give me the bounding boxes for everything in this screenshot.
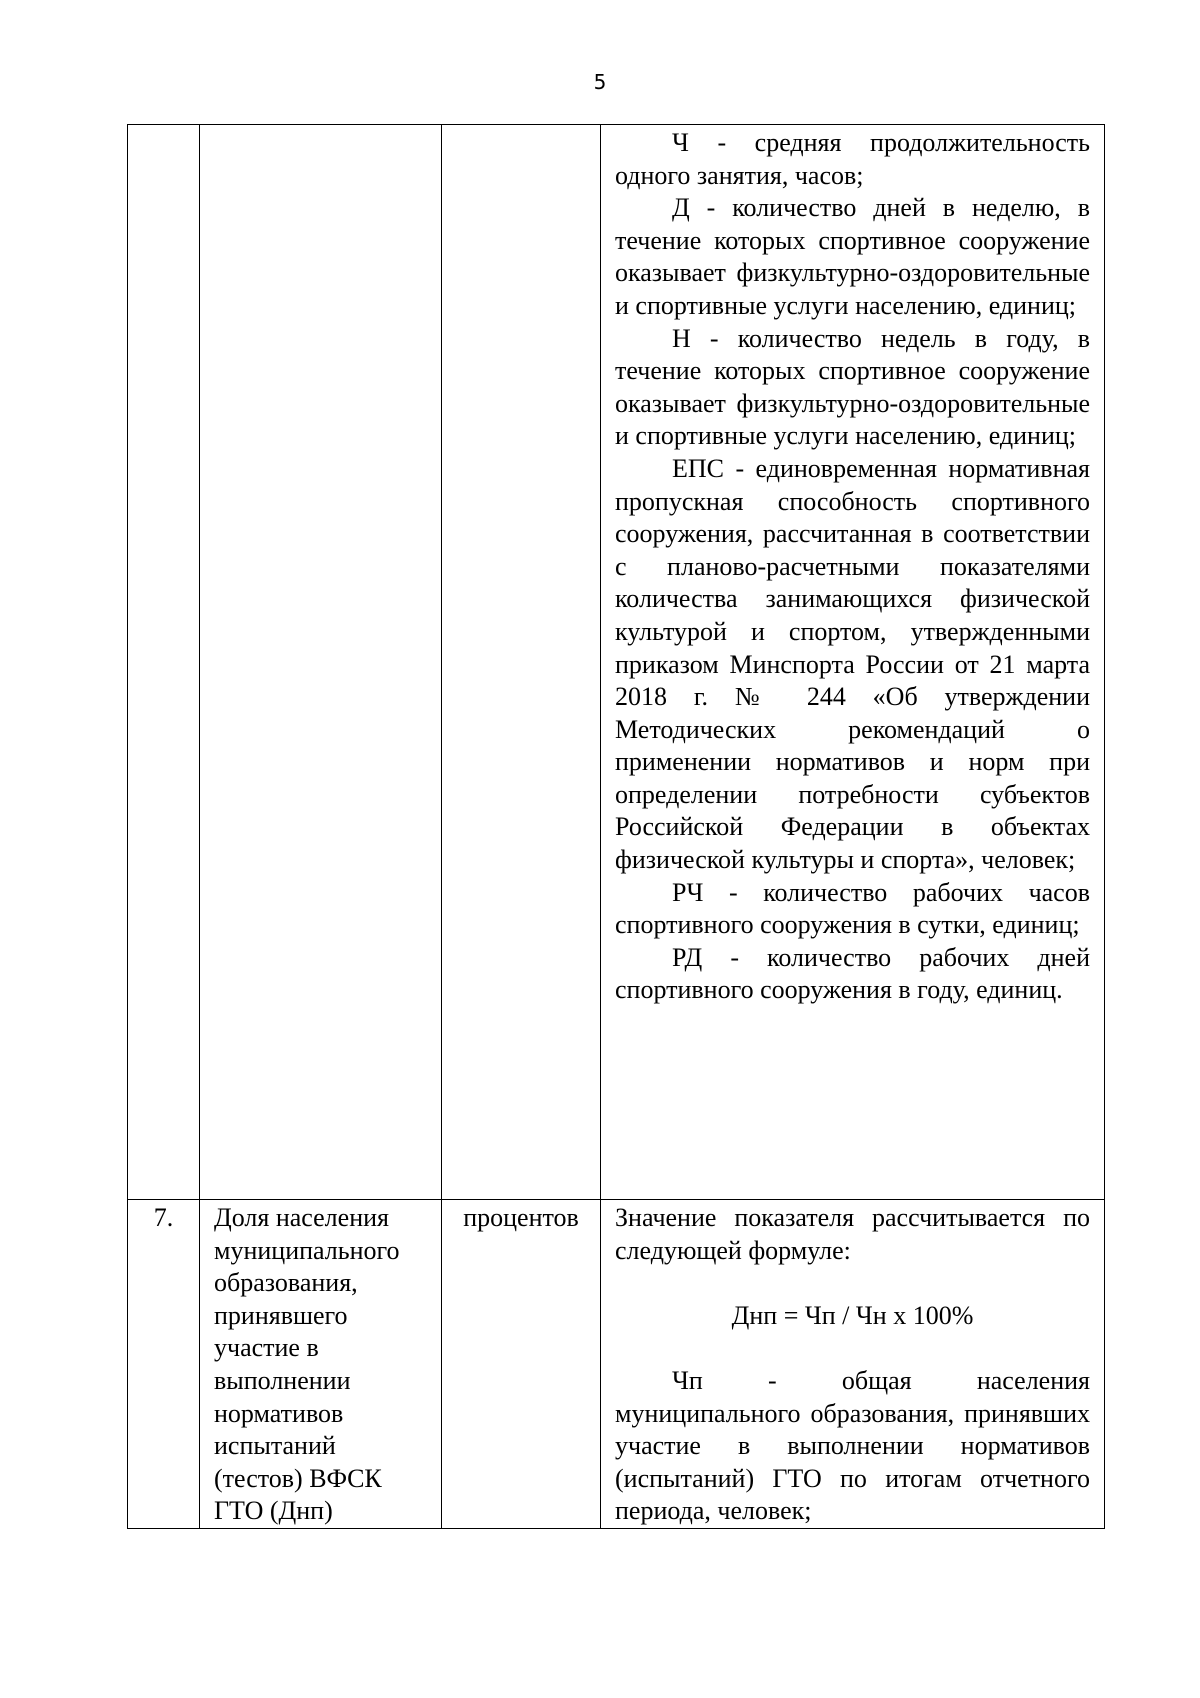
indicator-name-line: образования, xyxy=(214,1268,358,1298)
indicator-name-cell xyxy=(200,1200,442,1529)
definition-n: Н - количество недель в году, в течение которых спортивное сооружение оказывает физкультурно-оздоровительные и спортивные услуги населению, единиц; xyxy=(615,323,1090,451)
definition-rch: РЧ - количество рабочих часов спортивного сооружения в сутки, единиц; xyxy=(615,877,1090,940)
indicator-name-line: Доля населения xyxy=(214,1203,389,1232)
indicator-name-line: муниципального xyxy=(214,1235,400,1265)
indicator-name-line: принявшего xyxy=(214,1300,348,1330)
page-number: 5 xyxy=(593,70,607,94)
indicator-name-line: выполнении xyxy=(214,1365,351,1395)
unit-cell xyxy=(442,125,601,1200)
method-intro: Значение показателя рассчитывается по следующей формуле: xyxy=(615,1203,1090,1265)
indicator-name-line: нормативов xyxy=(214,1398,344,1428)
number-cell xyxy=(128,125,200,1200)
indicator-table xyxy=(127,124,1105,1529)
row-number: 7. xyxy=(128,1200,200,1529)
definition-rd: РД - количество рабочих дней спортивного сооружения в году, единиц. xyxy=(615,942,1090,1005)
table-row xyxy=(128,1200,1105,1529)
indicator-name-line: участие в xyxy=(214,1333,319,1363)
indicator-name-line: (тестов) ВФСК xyxy=(214,1463,382,1493)
method-cell xyxy=(601,125,1105,1200)
method-cell xyxy=(601,1200,1105,1529)
definition-chp: Чп - общая населения муниципального образования, принявших участие в выполнении нормативов (испытаний) ГТО по итогам отчетного периода, человек; xyxy=(615,1365,1090,1526)
formula: Днп = Чп / Чн х 100% xyxy=(731,1300,974,1330)
indicator-name-cell xyxy=(200,125,442,1200)
unit-cell: процентов xyxy=(442,1200,601,1529)
definition-ch: Ч - средняя продолжительность одного занятия, часов; xyxy=(615,128,1090,190)
indicator-name-line: испытаний xyxy=(214,1431,336,1461)
definition-eps: ЕПС - единовременная нормативная пропускная способность спортивного сооружения, рассчитанная в соответствии с планово-расчетными показателями количества занимающихся физической культурой и спортом, утвержденными приказом Минспорта России от 21 марта 2018 г. № 244 «Об утверждении Методических рекомендаций о применении нормативов и норм при определении потребности субъектов Российской Федерации в объектах физической культуры и спорта», человек; xyxy=(615,453,1090,875)
definition-d: Д - количество дней в неделю, в течение которых спортивное сооружение оказывает физкультурно-оздоровительные и спортивные услуги населению, единиц; xyxy=(615,193,1090,320)
table-row xyxy=(128,125,1105,1200)
indicator-name-line: ГТО (Днп) xyxy=(214,1496,333,1526)
